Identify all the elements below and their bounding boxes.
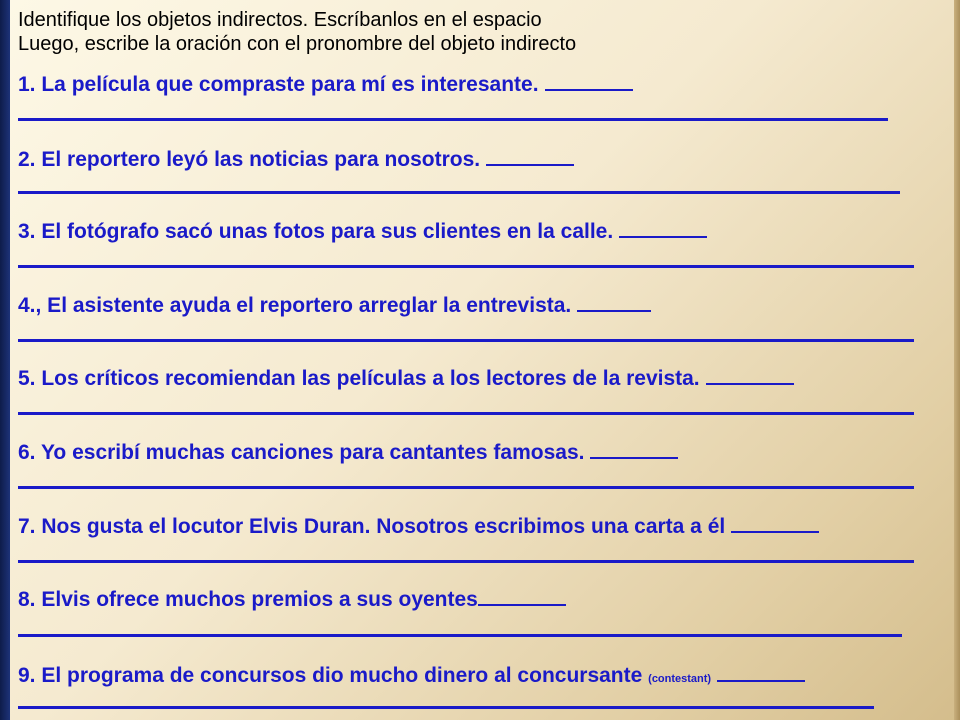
question-3: [18, 218, 707, 245]
answer-blank[interactable]: [545, 71, 633, 91]
answer-line-8[interactable]: [18, 634, 902, 637]
question-note: (contestant): [648, 673, 712, 685]
answer-blank[interactable]: [577, 292, 651, 312]
question-9: [18, 662, 805, 692]
question-text: 1. La película que compraste para mí es interesante.: [18, 73, 539, 96]
instruction-line-2: Luego, escribe la oración con el pronombre del objeto indirecto: [18, 33, 577, 55]
answer-line-6[interactable]: [18, 486, 914, 489]
answer-blank[interactable]: [619, 218, 707, 238]
question-2: [18, 146, 574, 173]
answer-blank[interactable]: [590, 439, 678, 459]
answer-line-4[interactable]: [18, 339, 914, 342]
answer-blank[interactable]: [717, 662, 805, 682]
question-text: 3. El fotógrafo sacó unas fotos para sus clientes en la calle.: [18, 220, 614, 243]
question-text: 2. El reportero leyó las noticias para nosotros.: [18, 148, 481, 171]
question-6: [18, 439, 678, 466]
answer-blank[interactable]: [706, 365, 794, 385]
answer-line-5[interactable]: [18, 412, 914, 415]
question-text: 7. Nos gusta el locutor Elvis Duran. Nosotros escribimos una carta a él: [18, 515, 726, 538]
question-7: [18, 513, 819, 540]
question-text: 5. Los críticos recomiendan las películas a los lectores de la revista.: [18, 367, 700, 390]
worksheet: [18, 8, 948, 687]
question-1: [18, 71, 633, 98]
answer-line-3[interactable]: [18, 265, 914, 268]
instruction-line-1: Identifique los objetos indirectos. Escríbanlos en el espacio: [18, 9, 542, 31]
question-5: [18, 365, 794, 392]
question-text: 9. El programa de concursos dio mucho dinero al concursante: [18, 664, 643, 687]
question-text: 6. Yo escribí muchas canciones para cantantes famosas.: [18, 441, 585, 464]
question-4: [18, 292, 651, 319]
question-text: 8. Elvis ofrece muchos premios a sus oyentes: [18, 588, 478, 611]
answer-line-7[interactable]: [18, 560, 914, 563]
answer-blank[interactable]: [731, 513, 819, 533]
answer-line-1[interactable]: [18, 118, 888, 121]
answer-blank[interactable]: [486, 146, 574, 166]
right-frame-border: [954, 0, 960, 720]
answer-blank[interactable]: [478, 586, 566, 606]
answer-line-9[interactable]: [18, 706, 874, 709]
left-frame-border: [0, 0, 10, 720]
answer-line-2[interactable]: [18, 191, 900, 194]
question-8: [18, 586, 566, 613]
question-text: 4., El asistente ayuda el reportero arreglar la entrevista.: [18, 294, 572, 317]
